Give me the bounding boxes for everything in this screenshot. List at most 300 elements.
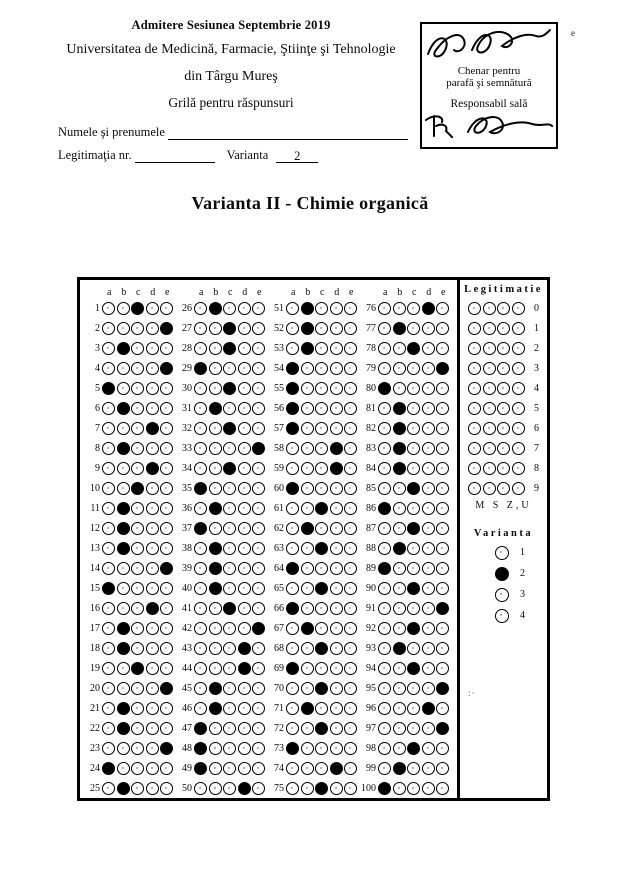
answer-bubble-d[interactable] [146,682,159,695]
answer-bubble-digit[interactable] [468,302,481,315]
answer-bubble-b[interactable] [209,682,222,695]
name-input-line[interactable] [168,126,408,140]
answer-bubble-a[interactable] [378,542,391,555]
answer-bubble-e[interactable] [252,302,265,315]
answer-bubble-b[interactable] [209,482,222,495]
answer-bubble-b[interactable] [209,622,222,635]
answer-bubble-c[interactable] [407,562,420,575]
answer-bubble-a[interactable] [286,722,299,735]
answer-bubble-c[interactable] [407,642,420,655]
answer-bubble-d[interactable] [422,762,435,775]
answer-bubble-c[interactable] [223,702,236,715]
answer-bubble-d[interactable] [422,662,435,675]
answer-bubble-a[interactable] [194,562,207,575]
answer-bubble-a[interactable] [378,622,391,635]
answer-bubble-c[interactable] [407,402,420,415]
answer-bubble-c[interactable] [315,722,328,735]
answer-bubble-d[interactable] [146,442,159,455]
answer-bubble-b[interactable] [301,522,314,535]
answer-bubble-e[interactable] [436,762,449,775]
answer-bubble-b[interactable] [117,642,130,655]
answer-bubble-e[interactable] [436,702,449,715]
answer-bubble-c[interactable] [223,682,236,695]
answer-bubble-b[interactable] [117,362,130,375]
answer-bubble-b[interactable] [301,302,314,315]
answer-bubble-b[interactable] [393,562,406,575]
answer-bubble-a[interactable] [194,462,207,475]
answer-bubble-digit[interactable] [512,462,525,475]
answer-bubble-b[interactable] [393,682,406,695]
answer-bubble-c[interactable] [131,342,144,355]
answer-bubble-d[interactable] [146,762,159,775]
answer-bubble-c[interactable] [131,522,144,535]
answer-bubble-c[interactable] [223,762,236,775]
answer-bubble-b[interactable] [301,762,314,775]
answer-bubble-variant-2[interactable] [495,567,509,581]
answer-bubble-e[interactable] [344,562,357,575]
answer-bubble-c[interactable] [223,462,236,475]
answer-bubble-digit[interactable] [468,442,481,455]
answer-bubble-b[interactable] [209,462,222,475]
answer-bubble-e[interactable] [160,662,173,675]
answer-bubble-e[interactable] [436,462,449,475]
answer-bubble-digit[interactable] [468,422,481,435]
answer-bubble-c[interactable] [223,302,236,315]
answer-bubble-a[interactable] [286,362,299,375]
answer-bubble-e[interactable] [252,522,265,535]
answer-bubble-d[interactable] [330,322,343,335]
answer-bubble-c[interactable] [315,522,328,535]
answer-bubble-digit[interactable] [497,382,510,395]
answer-bubble-b[interactable] [393,382,406,395]
answer-bubble-e[interactable] [344,782,357,795]
answer-bubble-e[interactable] [252,742,265,755]
answer-bubble-digit[interactable] [512,422,525,435]
answer-bubble-digit[interactable] [512,382,525,395]
answer-bubble-b[interactable] [301,342,314,355]
answer-bubble-d[interactable] [422,722,435,735]
answer-bubble-c[interactable] [131,562,144,575]
answer-bubble-a[interactable] [286,322,299,335]
answer-bubble-c[interactable] [315,622,328,635]
answer-bubble-b[interactable] [301,702,314,715]
answer-bubble-a[interactable] [194,542,207,555]
answer-bubble-e[interactable] [252,342,265,355]
answer-bubble-d[interactable] [238,762,251,775]
answer-bubble-d[interactable] [238,562,251,575]
answer-bubble-b[interactable] [301,542,314,555]
answer-bubble-c[interactable] [131,422,144,435]
answer-bubble-b[interactable] [301,382,314,395]
variant-value-field[interactable]: 2 [276,149,318,163]
answer-bubble-a[interactable] [194,582,207,595]
answer-bubble-c[interactable] [407,342,420,355]
answer-bubble-c[interactable] [223,602,236,615]
answer-bubble-b[interactable] [117,422,130,435]
answer-bubble-c[interactable] [131,622,144,635]
answer-bubble-d[interactable] [422,562,435,575]
answer-bubble-c[interactable] [223,782,236,795]
answer-bubble-digit[interactable] [483,302,496,315]
answer-bubble-b[interactable] [393,782,406,795]
answer-bubble-e[interactable] [436,742,449,755]
answer-bubble-e[interactable] [252,722,265,735]
answer-bubble-a[interactable] [102,502,115,515]
answer-bubble-a[interactable] [378,382,391,395]
answer-bubble-d[interactable] [422,742,435,755]
answer-bubble-d[interactable] [238,622,251,635]
answer-bubble-a[interactable] [102,722,115,735]
answer-bubble-c[interactable] [223,322,236,335]
answer-bubble-a[interactable] [194,302,207,315]
answer-bubble-a[interactable] [378,762,391,775]
answer-bubble-c[interactable] [407,482,420,495]
answer-bubble-d[interactable] [422,322,435,335]
answer-bubble-d[interactable] [422,642,435,655]
answer-bubble-a[interactable] [102,622,115,635]
answer-bubble-d[interactable] [146,462,159,475]
answer-bubble-d[interactable] [146,362,159,375]
answer-bubble-d[interactable] [238,722,251,735]
answer-bubble-a[interactable] [102,482,115,495]
answer-bubble-c[interactable] [407,702,420,715]
answer-bubble-e[interactable] [160,322,173,335]
answer-bubble-d[interactable] [422,302,435,315]
answer-bubble-e[interactable] [160,502,173,515]
answer-bubble-b[interactable] [209,662,222,675]
answer-bubble-a[interactable] [194,622,207,635]
answer-bubble-digit[interactable] [483,422,496,435]
answer-bubble-c[interactable] [315,662,328,675]
answer-bubble-a[interactable] [378,562,391,575]
answer-bubble-b[interactable] [301,322,314,335]
answer-bubble-d[interactable] [238,422,251,435]
answer-bubble-d[interactable] [330,522,343,535]
answer-bubble-e[interactable] [344,722,357,735]
answer-bubble-d[interactable] [422,382,435,395]
answer-bubble-b[interactable] [301,482,314,495]
answer-bubble-d[interactable] [422,582,435,595]
answer-bubble-d[interactable] [330,722,343,735]
answer-bubble-digit[interactable] [483,442,496,455]
answer-bubble-a[interactable] [102,522,115,535]
answer-bubble-e[interactable] [344,682,357,695]
answer-bubble-b[interactable] [117,562,130,575]
answer-bubble-digit[interactable] [512,402,525,415]
answer-bubble-e[interactable] [252,602,265,615]
answer-bubble-a[interactable] [378,522,391,535]
answer-bubble-e[interactable] [160,442,173,455]
answer-bubble-d[interactable] [330,422,343,435]
answer-bubble-e[interactable] [160,722,173,735]
answer-bubble-a[interactable] [286,622,299,635]
answer-bubble-d[interactable] [238,362,251,375]
answer-bubble-c[interactable] [407,502,420,515]
answer-bubble-e[interactable] [160,382,173,395]
answer-bubble-c[interactable] [131,722,144,735]
answer-bubble-digit[interactable] [497,482,510,495]
answer-bubble-c[interactable] [131,542,144,555]
answer-bubble-b[interactable] [117,622,130,635]
answer-bubble-b[interactable] [117,682,130,695]
answer-bubble-b[interactable] [117,402,130,415]
answer-bubble-e[interactable] [252,322,265,335]
answer-bubble-a[interactable] [194,722,207,735]
answer-bubble-digit[interactable] [468,462,481,475]
answer-bubble-c[interactable] [131,582,144,595]
answer-bubble-a[interactable] [102,342,115,355]
answer-bubble-d[interactable] [238,482,251,495]
answer-bubble-c[interactable] [315,462,328,475]
answer-bubble-a[interactable] [102,642,115,655]
answer-bubble-e[interactable] [344,442,357,455]
answer-bubble-d[interactable] [422,462,435,475]
answer-bubble-d[interactable] [146,422,159,435]
answer-bubble-b[interactable] [117,762,130,775]
answer-bubble-a[interactable] [286,782,299,795]
answer-bubble-b[interactable] [393,742,406,755]
answer-bubble-b[interactable] [209,362,222,375]
answer-bubble-digit[interactable] [483,362,496,375]
answer-bubble-digit[interactable] [512,482,525,495]
answer-bubble-a[interactable] [286,702,299,715]
answer-bubble-b[interactable] [393,322,406,335]
answer-bubble-a[interactable] [102,322,115,335]
answer-bubble-e[interactable] [252,562,265,575]
answer-bubble-c[interactable] [407,462,420,475]
answer-bubble-c[interactable] [315,402,328,415]
answer-bubble-b[interactable] [209,642,222,655]
answer-bubble-d[interactable] [330,622,343,635]
answer-bubble-a[interactable] [378,722,391,735]
answer-bubble-e[interactable] [252,642,265,655]
answer-bubble-e[interactable] [252,622,265,635]
answer-bubble-c[interactable] [315,322,328,335]
answer-bubble-a[interactable] [194,682,207,695]
answer-bubble-b[interactable] [209,562,222,575]
answer-bubble-d[interactable] [422,502,435,515]
answer-bubble-c[interactable] [223,582,236,595]
answer-bubble-b[interactable] [209,442,222,455]
answer-bubble-a[interactable] [102,382,115,395]
answer-bubble-e[interactable] [344,582,357,595]
answer-bubble-d[interactable] [422,522,435,535]
answer-bubble-d[interactable] [146,322,159,335]
answer-bubble-digit[interactable] [497,362,510,375]
answer-bubble-e[interactable] [344,322,357,335]
answer-bubble-c[interactable] [315,582,328,595]
answer-bubble-c[interactable] [407,322,420,335]
answer-bubble-e[interactable] [344,742,357,755]
answer-bubble-b[interactable] [393,302,406,315]
answer-bubble-c[interactable] [407,362,420,375]
answer-bubble-e[interactable] [436,382,449,395]
answer-bubble-a[interactable] [194,782,207,795]
answer-bubble-d[interactable] [146,382,159,395]
answer-bubble-digit[interactable] [468,402,481,415]
answer-bubble-digit[interactable] [497,302,510,315]
answer-bubble-e[interactable] [344,622,357,635]
answer-bubble-d[interactable] [238,642,251,655]
answer-bubble-d[interactable] [146,482,159,495]
answer-bubble-a[interactable] [378,402,391,415]
answer-bubble-e[interactable] [252,382,265,395]
answer-bubble-d[interactable] [238,582,251,595]
answer-bubble-d[interactable] [146,502,159,515]
answer-bubble-a[interactable] [378,362,391,375]
answer-bubble-c[interactable] [223,742,236,755]
answer-bubble-e[interactable] [252,442,265,455]
answer-bubble-e[interactable] [436,722,449,735]
answer-bubble-b[interactable] [393,542,406,555]
answer-bubble-c[interactable] [223,542,236,555]
answer-bubble-e[interactable] [344,542,357,555]
answer-bubble-e[interactable] [252,462,265,475]
answer-bubble-c[interactable] [131,322,144,335]
answer-bubble-b[interactable] [393,622,406,635]
answer-bubble-d[interactable] [146,582,159,595]
answer-bubble-b[interactable] [301,422,314,435]
answer-bubble-a[interactable] [102,662,115,675]
answer-bubble-b[interactable] [117,782,130,795]
answer-bubble-b[interactable] [301,602,314,615]
answer-bubble-d[interactable] [330,762,343,775]
answer-bubble-a[interactable] [286,502,299,515]
answer-bubble-b[interactable] [209,502,222,515]
answer-bubble-c[interactable] [223,662,236,675]
answer-bubble-d[interactable] [330,582,343,595]
answer-bubble-c[interactable] [315,422,328,435]
answer-bubble-d[interactable] [238,702,251,715]
answer-bubble-digit[interactable] [497,422,510,435]
answer-bubble-d[interactable] [238,522,251,535]
answer-bubble-d[interactable] [330,442,343,455]
answer-bubble-d[interactable] [422,402,435,415]
answer-bubble-c[interactable] [131,302,144,315]
answer-bubble-digit[interactable] [497,442,510,455]
answer-bubble-a[interactable] [378,462,391,475]
answer-bubble-b[interactable] [301,622,314,635]
answer-bubble-c[interactable] [131,402,144,415]
answer-bubble-d[interactable] [330,562,343,575]
answer-bubble-d[interactable] [146,302,159,315]
answer-bubble-digit[interactable] [468,482,481,495]
answer-bubble-d[interactable] [422,442,435,455]
answer-bubble-c[interactable] [223,342,236,355]
answer-bubble-d[interactable] [146,402,159,415]
answer-bubble-e[interactable] [160,342,173,355]
answer-bubble-digit[interactable] [483,482,496,495]
answer-bubble-b[interactable] [209,422,222,435]
answer-bubble-a[interactable] [378,422,391,435]
answer-bubble-e[interactable] [436,502,449,515]
answer-bubble-a[interactable] [286,462,299,475]
answer-bubble-digit[interactable] [468,322,481,335]
answer-bubble-c[interactable] [407,662,420,675]
answer-bubble-d[interactable] [330,662,343,675]
answer-bubble-b[interactable] [209,302,222,315]
answer-bubble-e[interactable] [252,782,265,795]
answer-bubble-b[interactable] [301,442,314,455]
answer-bubble-e[interactable] [436,682,449,695]
answer-bubble-e[interactable] [344,642,357,655]
answer-bubble-a[interactable] [378,482,391,495]
answer-bubble-variant-4[interactable] [495,609,509,623]
answer-bubble-c[interactable] [315,502,328,515]
answer-bubble-e[interactable] [436,422,449,435]
answer-bubble-d[interactable] [422,342,435,355]
answer-bubble-b[interactable] [117,542,130,555]
answer-bubble-b[interactable] [393,342,406,355]
answer-bubble-d[interactable] [422,482,435,495]
answer-bubble-c[interactable] [315,382,328,395]
answer-bubble-b[interactable] [209,582,222,595]
answer-bubble-b[interactable] [209,542,222,555]
answer-bubble-c[interactable] [407,782,420,795]
answer-bubble-c[interactable] [315,482,328,495]
answer-bubble-c[interactable] [131,462,144,475]
answer-bubble-e[interactable] [344,762,357,775]
answer-bubble-b[interactable] [209,722,222,735]
answer-bubble-e[interactable] [344,482,357,495]
answer-bubble-d[interactable] [238,442,251,455]
answer-bubble-c[interactable] [223,722,236,735]
answer-bubble-b[interactable] [209,702,222,715]
answer-bubble-d[interactable] [146,742,159,755]
answer-bubble-c[interactable] [315,542,328,555]
answer-bubble-e[interactable] [252,762,265,775]
answer-bubble-a[interactable] [102,742,115,755]
answer-bubble-b[interactable] [117,722,130,735]
answer-bubble-e[interactable] [252,422,265,435]
answer-bubble-a[interactable] [286,742,299,755]
answer-bubble-e[interactable] [436,662,449,675]
answer-bubble-d[interactable] [330,462,343,475]
answer-bubble-d[interactable] [146,782,159,795]
answer-bubble-b[interactable] [117,302,130,315]
answer-bubble-b[interactable] [301,642,314,655]
answer-bubble-c[interactable] [315,782,328,795]
answer-bubble-a[interactable] [286,422,299,435]
answer-bubble-a[interactable] [102,402,115,415]
answer-bubble-c[interactable] [223,502,236,515]
id-input-line[interactable] [135,149,215,163]
answer-bubble-e[interactable] [344,462,357,475]
answer-bubble-b[interactable] [393,662,406,675]
answer-bubble-c[interactable] [223,402,236,415]
answer-bubble-digit[interactable] [483,322,496,335]
answer-bubble-digit[interactable] [497,402,510,415]
answer-bubble-d[interactable] [146,702,159,715]
answer-bubble-e[interactable] [344,362,357,375]
answer-bubble-a[interactable] [286,682,299,695]
answer-bubble-d[interactable] [238,542,251,555]
answer-bubble-e[interactable] [160,602,173,615]
answer-bubble-c[interactable] [223,362,236,375]
answer-bubble-c[interactable] [131,782,144,795]
answer-bubble-e[interactable] [252,502,265,515]
answer-bubble-e[interactable] [160,482,173,495]
answer-bubble-b[interactable] [301,662,314,675]
answer-bubble-b[interactable] [393,762,406,775]
answer-bubble-d[interactable] [238,302,251,315]
answer-bubble-c[interactable] [407,762,420,775]
answer-bubble-c[interactable] [131,602,144,615]
answer-bubble-a[interactable] [194,442,207,455]
answer-bubble-e[interactable] [436,782,449,795]
answer-bubble-a[interactable] [378,682,391,695]
answer-bubble-c[interactable] [315,742,328,755]
